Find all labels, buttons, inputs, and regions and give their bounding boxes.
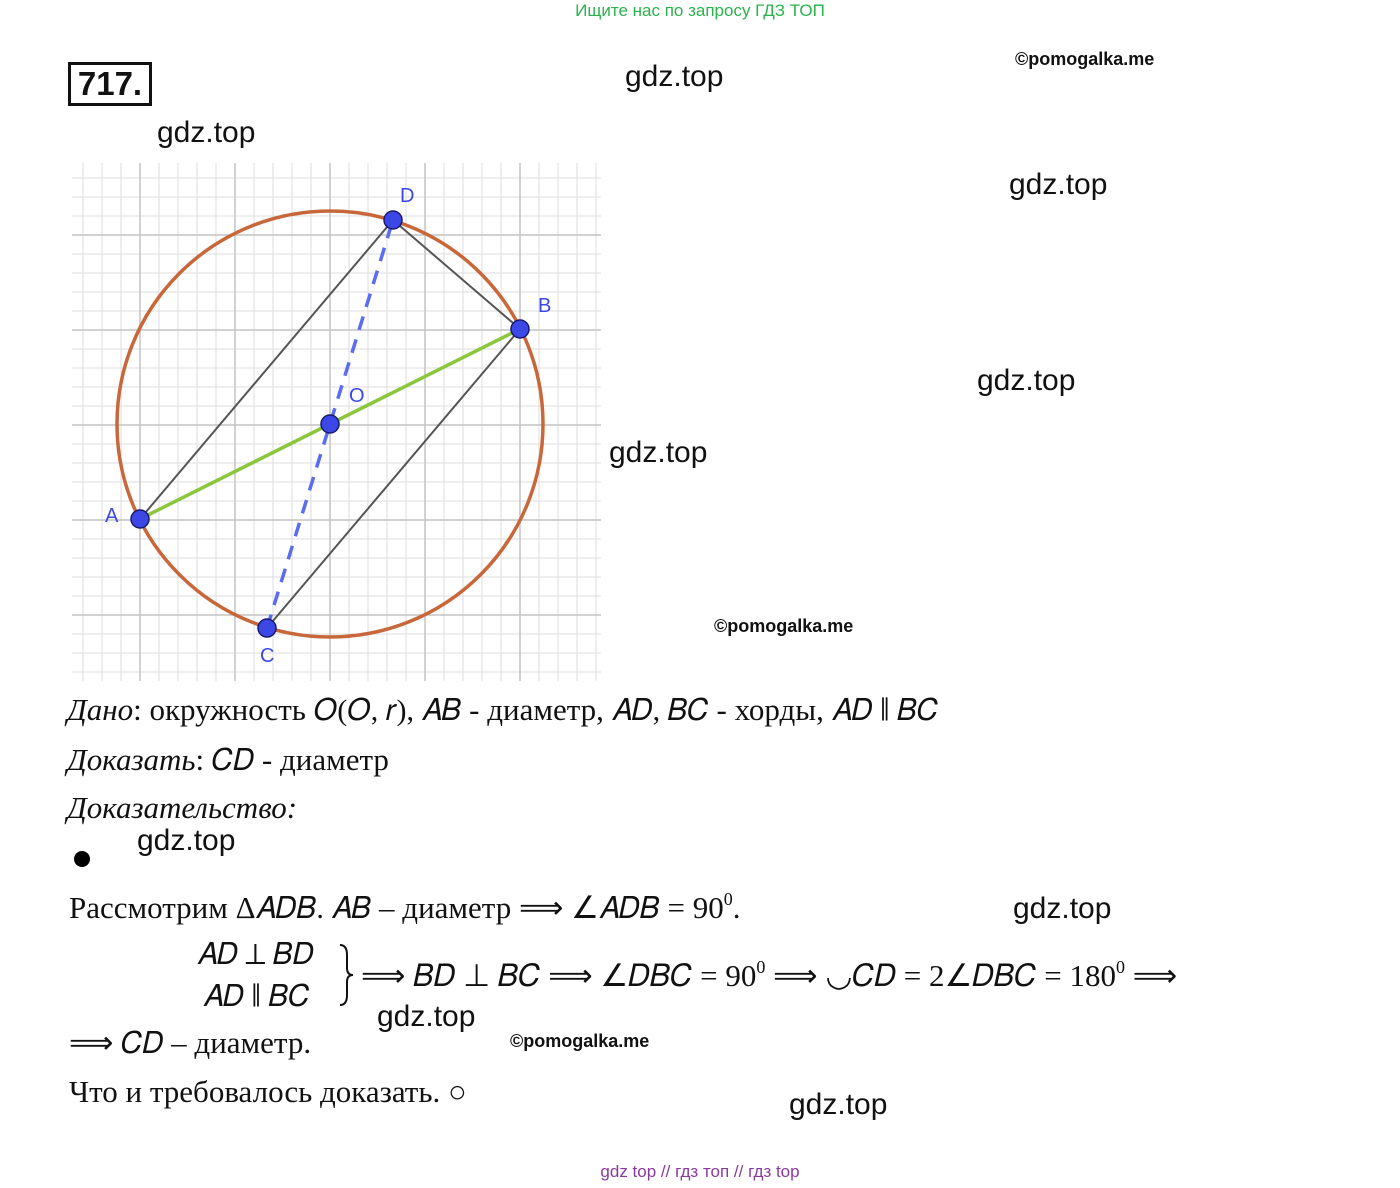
chain-text: ⟹: [1124, 958, 1178, 993]
given-math: 𝑂(𝑂, 𝑟), 𝐴𝐵: [313, 694, 462, 727]
prove-line: [67, 742, 389, 778]
given-text: - диаметр,: [461, 692, 612, 727]
watermark: gdz.top: [1013, 892, 1112, 925]
copyright-mark: ©pomogalka.me: [714, 616, 854, 636]
consider-math: 𝐴𝐷𝐵: [598, 892, 660, 925]
point-c: [258, 619, 276, 637]
bottom-links[interactable]: gdz top // гдз топ // гдз top: [600, 1162, 800, 1181]
conclusion-math: 𝐶𝐷: [121, 1027, 164, 1060]
label-c: C: [260, 645, 275, 667]
chain-text: ⟹ 𝐵𝐷 ⊥ 𝐵𝐶 ⟹ ∠𝐷𝐵𝐶 = 90: [361, 958, 757, 993]
degree-sup: 0: [723, 888, 733, 909]
copyright-mark: ©pomogalka.me: [1015, 49, 1155, 69]
system-line-2: 𝐴𝐷 ∥ 𝐵𝐶: [203, 980, 310, 1013]
chain-line: [361, 958, 1177, 995]
given-text: - хорды,: [708, 692, 832, 727]
chain-text: ⟹ ◡𝐶𝐷 = 2∠𝐷𝐵𝐶 = 180: [765, 958, 1116, 993]
degree-sup: 0: [1115, 956, 1125, 977]
consider-text: – диаметр ⟹ ∠: [371, 890, 599, 925]
label-d: D: [400, 185, 415, 207]
watermark: gdz.top: [1009, 168, 1108, 201]
given-label: Дано: [67, 692, 134, 727]
qed-line: Что и требовалось доказать. ○: [69, 1074, 467, 1109]
task-number: 717.: [68, 62, 152, 106]
point-b: [511, 320, 529, 338]
consider-math: 𝐴𝐷𝐵. 𝐴𝐵: [255, 892, 372, 925]
watermark: gdz.top: [977, 364, 1076, 397]
consider-text: = 90: [659, 890, 724, 925]
system-brace: [336, 942, 356, 1008]
prove-text: - диаметр: [254, 742, 389, 777]
top-banner[interactable]: Ищите нас по запросу ГДЗ ТОП: [575, 1, 825, 20]
point-a: [131, 510, 149, 528]
label-a: A: [105, 505, 119, 527]
point-d: [384, 211, 402, 229]
copyright-mark: ©pomogalka.me: [510, 1031, 650, 1051]
circle-figure: [0, 0, 700, 690]
given-math: 𝐴𝐷 ∥ 𝐵𝐶: [831, 694, 939, 727]
label-b: B: [538, 295, 552, 317]
prove-text: :: [195, 742, 212, 777]
degree-sup: 0: [756, 956, 766, 977]
given-math: 𝐴𝐷, 𝐵𝐶: [611, 694, 709, 727]
watermark: gdz.top: [609, 436, 708, 469]
given-line: [67, 692, 938, 728]
watermark: gdz.top: [137, 824, 236, 857]
system-line-1: 𝐴𝐷 ⊥ 𝐵𝐷: [197, 938, 314, 971]
given-text: : окружность: [133, 692, 314, 727]
bullet: [74, 851, 90, 867]
prove-math: 𝐶𝐷: [211, 744, 255, 777]
watermark: gdz.top: [157, 116, 256, 149]
conclusion-text: ⟹: [69, 1025, 122, 1060]
proof-label: Доказательство:: [67, 790, 298, 825]
point-o: [321, 415, 339, 433]
consider-line: [69, 890, 741, 926]
consider-text: Рассмотрим Δ: [69, 890, 256, 925]
watermark: gdz.top: [789, 1088, 888, 1121]
watermark: gdz.top: [625, 60, 724, 93]
consider-text: .: [732, 890, 741, 925]
conclusion-text: – диаметр.: [163, 1025, 312, 1060]
watermark: gdz.top: [377, 1000, 476, 1033]
prove-label: Доказать: [67, 742, 196, 777]
conclusion-line: [69, 1025, 311, 1061]
label-o: O: [349, 385, 365, 407]
